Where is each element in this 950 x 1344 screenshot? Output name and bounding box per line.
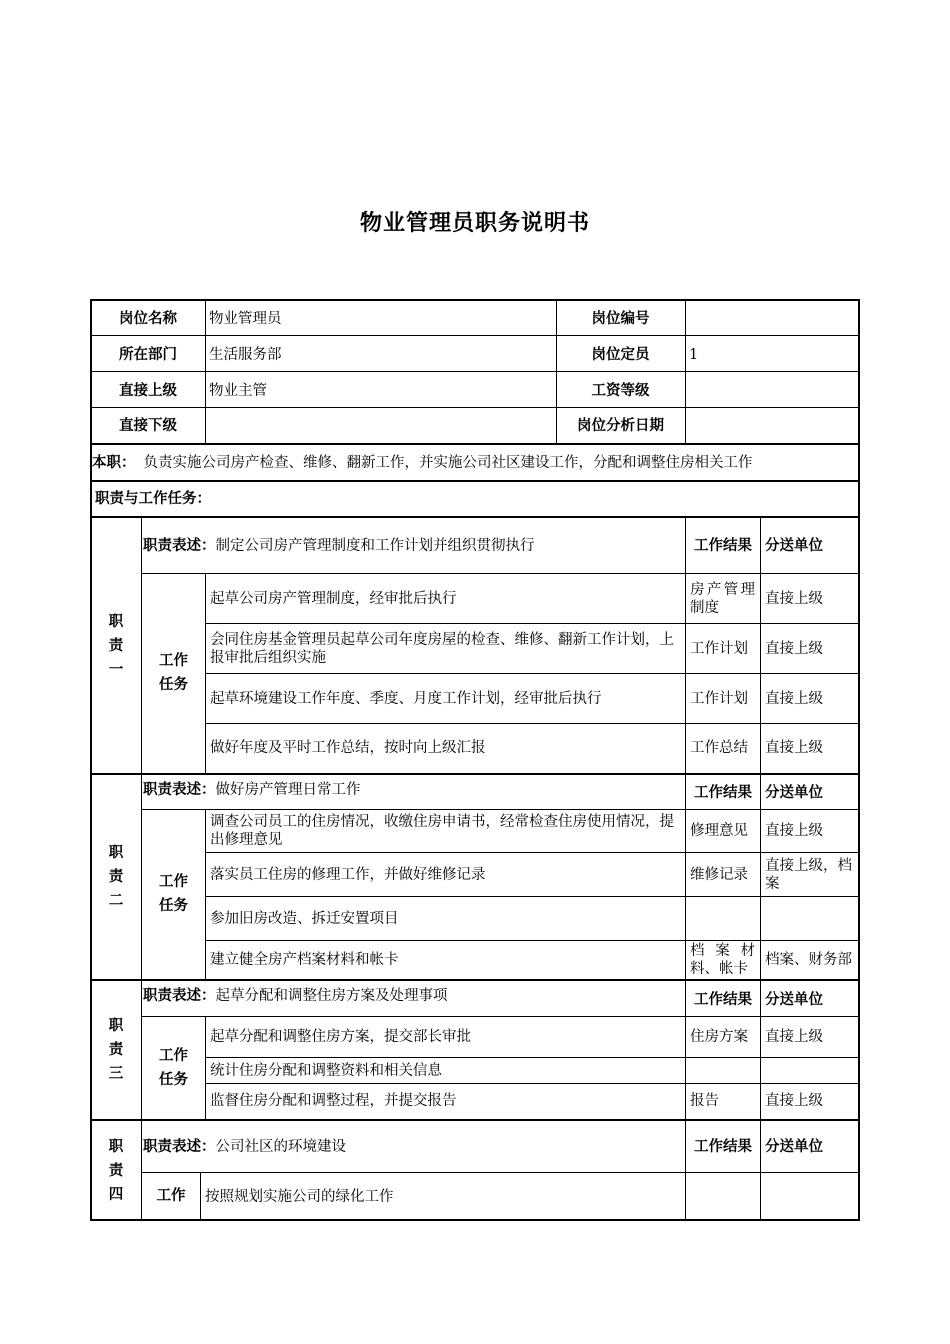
- result-header: 工作结果: [694, 537, 752, 554]
- task-destination: 直接上级: [765, 740, 823, 756]
- task-label: [142, 573, 205, 773]
- task-text: 落实员工住房的修理工作，并做好维修记录: [210, 866, 486, 883]
- task-destination: 直接上级: [765, 590, 823, 607]
- task-destination: 直接上级: [765, 1093, 823, 1109]
- duty-description-text: 公司社区的环境建设: [215, 1138, 346, 1155]
- duty-description-text: 制定公司房产管理制度和工作计划并组织贯彻执行: [215, 537, 535, 554]
- summary-row: [92, 445, 858, 480]
- task-label-text: 任务: [159, 898, 188, 914]
- task-destination: [761, 897, 858, 940]
- task-text: 按照规划实施公司的绿化工作: [205, 1188, 394, 1205]
- task-label-text: 任务: [159, 677, 188, 693]
- department-label: 所在部门: [119, 346, 177, 363]
- task-text: 监督住房分配和调整过程，并提交报告: [210, 1093, 457, 1109]
- task-label: [142, 809, 205, 979]
- salary-grade-value: [685, 373, 859, 408]
- duty-name: [91, 775, 141, 979]
- position-name-label: 岗位名称: [119, 310, 177, 327]
- duty-description-label: 职责表述：: [143, 988, 216, 1004]
- duty-description-label: 职责表述：: [143, 537, 216, 554]
- task-destination: 直接上级，档案: [765, 857, 852, 892]
- duty-name-char: 责: [108, 869, 124, 885]
- destination-header: 分送单位: [765, 992, 823, 1008]
- task-result: [686, 1173, 759, 1220]
- task-label: [142, 1172, 200, 1220]
- result-header: 工作结果: [694, 1138, 752, 1155]
- duty-name-char: 责: [108, 1042, 124, 1058]
- subordinate-label: 直接下级: [119, 418, 177, 434]
- task-result: 房产管理制度: [690, 581, 755, 616]
- task-label-text: 工作: [159, 1047, 188, 1064]
- duty-name-char: 职: [108, 1018, 124, 1034]
- task-result: 报告: [690, 1093, 719, 1109]
- task-result: 档案材料、帐卡: [690, 942, 755, 977]
- duty-name-char: 职: [108, 845, 124, 861]
- duty-name-char: 责: [108, 637, 124, 654]
- duty-description-label: 职责表述：: [143, 782, 216, 798]
- department-value: 生活服务部: [209, 346, 282, 363]
- duty-name-char: 职: [108, 1138, 124, 1155]
- salary-grade-label: 工资等级: [591, 382, 650, 399]
- task-result: 工作总结: [690, 740, 748, 756]
- task-text: 建立健全房产档案材料和帐卡: [210, 951, 399, 968]
- duty-name-char: 二: [108, 893, 124, 909]
- duty-description: [143, 1121, 683, 1172]
- destination-header: 分送单位: [765, 1138, 823, 1155]
- task-destination: [761, 1058, 858, 1083]
- task-text: 参加旧房改造、拆迁安置项目: [210, 910, 399, 927]
- analysis-date-label: 岗位分析日期: [577, 418, 664, 434]
- duty-description: [143, 981, 683, 1016]
- task-label: [142, 1016, 205, 1119]
- task-result: [686, 897, 759, 940]
- superior-label: 直接上级: [119, 382, 177, 399]
- duty-name: [91, 518, 141, 773]
- position-code-value: [685, 301, 859, 336]
- task-result: [686, 1058, 759, 1083]
- task-label-text: 工作: [159, 874, 188, 890]
- position-code-label: 岗位编号: [591, 310, 650, 327]
- page-title: 物业管理员职务说明书: [359, 211, 590, 236]
- task-destination: [761, 1173, 858, 1220]
- task-text: 调查公司员工的住房情况，收缴住房申请书，经常检查住房使用情况，提出修理意见: [210, 814, 674, 848]
- task-text: 起草公司房产管理制度，经审批后执行: [210, 590, 457, 607]
- task-destination: 档案、财务部: [765, 951, 852, 968]
- task-result: 维修记录: [690, 866, 748, 883]
- summary-text: 负责实施公司房产检查、维修、翻新工作，并实施公司社区建设工作，分配和调整住房相关工作: [143, 454, 753, 471]
- duty-name-char: 职: [108, 613, 124, 630]
- duty-name-char: 四: [108, 1186, 124, 1203]
- duty-description-text: 起草分配和调整住房方案及处理事项: [215, 988, 448, 1004]
- result-header: 工作结果: [694, 785, 752, 801]
- duty-description: [143, 775, 683, 809]
- task-label-text: 工作: [156, 1188, 186, 1204]
- task-label-text: 工作: [159, 653, 188, 669]
- task-text: 起草环境建设工作年度、季度、月度工作计划，经审批后执行: [210, 690, 602, 707]
- duty-name-char: 责: [108, 1162, 124, 1179]
- duties-heading: 职责与工作任务：: [95, 491, 211, 507]
- task-text: 统计住房分配和调整资料和相关信息: [210, 1062, 442, 1079]
- task-text: 起草分配和调整住房方案，提交部长审批: [210, 1029, 471, 1045]
- task-result: 工作计划: [690, 640, 748, 657]
- duty-name-char: 三: [108, 1066, 124, 1082]
- task-destination: 直接上级: [765, 1029, 823, 1045]
- duty-name: [91, 981, 141, 1119]
- result-header: 工作结果: [694, 992, 752, 1008]
- destination-header: 分送单位: [765, 537, 823, 554]
- subordinate-value: [205, 409, 556, 443]
- task-destination: 直接上级: [765, 640, 823, 657]
- task-text: 会同住房基金管理员起草公司年度房屋的检查、维修、翻新工作计划，上报审批后组织实施: [210, 631, 674, 666]
- task-result: 住房方案: [690, 1029, 748, 1045]
- superior-value: 物业主管: [209, 382, 267, 399]
- task-text: 做好年度及平时工作总结，按时向上级汇报: [210, 740, 486, 756]
- summary-label: 本职：: [92, 454, 136, 471]
- task-destination: 直接上级: [765, 690, 823, 707]
- duty-description: [143, 518, 683, 573]
- headcount-label: 岗位定员: [591, 346, 650, 363]
- duty-description-text: 做好房产管理日常工作: [215, 782, 361, 798]
- headcount-value: 1: [689, 346, 699, 363]
- task-result: 修理意见: [690, 823, 748, 839]
- duty-name-char: 一: [108, 661, 124, 678]
- task-result: 工作计划: [690, 690, 748, 707]
- duty-name: [91, 1121, 141, 1220]
- destination-header: 分送单位: [765, 785, 823, 801]
- task-destination: 直接上级: [765, 823, 823, 839]
- analysis-date-value: [685, 409, 859, 443]
- task-label-text: 任务: [159, 1071, 188, 1088]
- duty-description-label: 职责表述：: [143, 1138, 216, 1155]
- position-name-value: 物业管理员: [209, 310, 282, 327]
